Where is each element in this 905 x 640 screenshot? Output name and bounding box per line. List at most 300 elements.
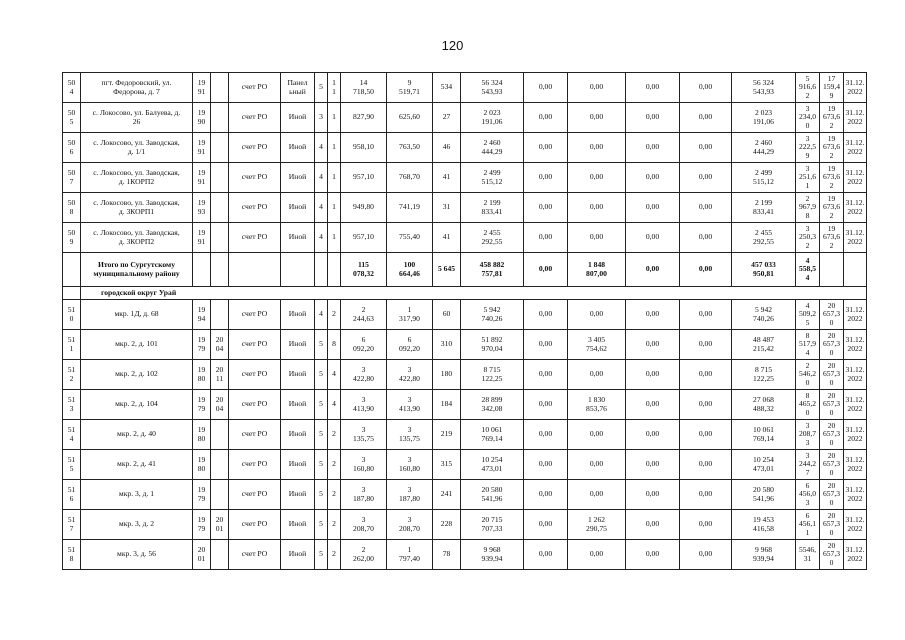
cell-unit-cost-limit: 19 673,6 2 [820, 103, 844, 133]
cell-cost-col4: 0,00 [626, 163, 680, 193]
cell-deadline: 31.12. 2022 [844, 480, 867, 510]
cell-floors: 3 [315, 103, 328, 133]
table-row [63, 133, 867, 163]
cell-wall-material: Иной [281, 223, 315, 253]
cell-wall-material: Иной [281, 300, 315, 330]
cell-fund-account: счет РО [229, 540, 281, 570]
cell-row-number: 50 8 [63, 193, 81, 223]
cell-floors: 5 [315, 450, 328, 480]
cell-unit-cost: 3 251,6 1 [796, 163, 820, 193]
cell-year-renovated [211, 193, 229, 223]
cell-row-number: 51 1 [63, 330, 81, 360]
cell-cost-col2: 0,00 [524, 360, 568, 390]
cell-year-built: 19 91 [193, 163, 211, 193]
cell-residents: 60 [433, 300, 461, 330]
cell-deadline: 31.12. 2022 [844, 420, 867, 450]
cell-cost-col5: 0,00 [680, 540, 732, 570]
cell-entrances: 1 [328, 223, 341, 253]
cell-floors: 5 [315, 510, 328, 540]
cell-cost-col3: 0,00 [568, 420, 626, 450]
cell-area-living: 625,60 [387, 103, 433, 133]
cell-year-renovated [211, 163, 229, 193]
cell-cost-col2: 0,00 [524, 163, 568, 193]
cell-year-renovated [211, 420, 229, 450]
cell-cost-total: 10 254 473,01 [461, 450, 524, 480]
cell-cost-total: 2 455 292,55 [461, 223, 524, 253]
total-cost-col5: 0,00 [680, 253, 732, 287]
cell-unit-cost: 8 465,2 0 [796, 390, 820, 420]
cell-cost-owners: 5 942 740,26 [732, 300, 796, 330]
cell-unit-cost-limit: 19 673,6 2 [820, 193, 844, 223]
cell-cost-col2: 0,00 [524, 540, 568, 570]
rows-group-b [63, 300, 867, 570]
cell-area-living: 1 797,40 [387, 540, 433, 570]
cell-residents: 184 [433, 390, 461, 420]
cell-cost-col4: 0,00 [626, 480, 680, 510]
cell-unit-cost-limit: 19 673,6 2 [820, 223, 844, 253]
cell-cost-col4: 0,00 [626, 193, 680, 223]
cell-cost-col4: 0,00 [626, 133, 680, 163]
cell-deadline: 31.12. 2022 [844, 360, 867, 390]
cell-year-renovated [211, 450, 229, 480]
cell-unit-cost: 2 967,9 8 [796, 193, 820, 223]
cell-cost-col3: 0,00 [568, 223, 626, 253]
cell-area-living: 6 092,20 [387, 330, 433, 360]
cell-wall-material: Иной [281, 510, 315, 540]
cell-cost-col5: 0,00 [680, 450, 732, 480]
total-cost-col2: 0,00 [524, 253, 568, 287]
cell-row-number: 51 5 [63, 450, 81, 480]
cell-residents: 41 [433, 163, 461, 193]
table-row [63, 390, 867, 420]
cell-cost-col4: 0,00 [626, 360, 680, 390]
cell-cost-owners: 19 453 416,58 [732, 510, 796, 540]
cell-area-total: 14 718,50 [341, 73, 387, 103]
cell-residents: 315 [433, 450, 461, 480]
cell-residents: 46 [433, 133, 461, 163]
cell-year-renovated [211, 300, 229, 330]
cell-cost-col3: 0,00 [568, 450, 626, 480]
cell-area-living: 741,19 [387, 193, 433, 223]
table-row [63, 300, 867, 330]
cell-address: мкр. 3, д. 2 [81, 510, 193, 540]
cell-deadline: 31.12. 2022 [844, 103, 867, 133]
table-row [63, 193, 867, 223]
cell-unit-cost-limit: 20 657,3 0 [820, 450, 844, 480]
cell-floors: 5 [315, 390, 328, 420]
cell-row-number: 50 4 [63, 73, 81, 103]
cell-unit-cost-limit: 20 657,3 0 [820, 510, 844, 540]
table-row [63, 73, 867, 103]
cell-cost-owners: 2 499 515,12 [732, 163, 796, 193]
cell-cost-col4: 0,00 [626, 223, 680, 253]
cell-address: мкр. 3, д. 56 [81, 540, 193, 570]
cell-area-living: 768,70 [387, 163, 433, 193]
cell-deadline: 31.12. 2022 [844, 163, 867, 193]
cell-residents: 310 [433, 330, 461, 360]
cell-area-total: 949,80 [341, 193, 387, 223]
cell-cost-total: 9 968 939,94 [461, 540, 524, 570]
cell-entrances: 4 [328, 390, 341, 420]
cell-entrances: 2 [328, 510, 341, 540]
cell-cost-total: 2 199 833,41 [461, 193, 524, 223]
cell-unit-cost-limit: 20 657,3 0 [820, 300, 844, 330]
cell-row-number: 51 3 [63, 390, 81, 420]
cell-deadline: 31.12. 2022 [844, 450, 867, 480]
cell-area-living: 763,50 [387, 133, 433, 163]
cell-entrances: 2 [328, 300, 341, 330]
cell-residents: 219 [433, 420, 461, 450]
section-title: городской округ Урай [81, 287, 867, 300]
cell-cost-owners: 2 199 833,41 [732, 193, 796, 223]
cell-residents: 27 [433, 103, 461, 133]
cell-unit-cost: 8 517,9 4 [796, 330, 820, 360]
cell-cost-col3: 1 830 853,76 [568, 390, 626, 420]
cell-wall-material: Панел ьный [281, 73, 315, 103]
cell-area-total: 3 187,80 [341, 480, 387, 510]
cell-cost-col5: 0,00 [680, 133, 732, 163]
table-row [63, 450, 867, 480]
cell-unit-cost: 5 916,6 2 [796, 73, 820, 103]
cell-fund-account: счет РО [229, 223, 281, 253]
cell-floors: 5 [315, 360, 328, 390]
cell-cost-total: 2 023 191,06 [461, 103, 524, 133]
cell-year-renovated [211, 480, 229, 510]
cell-area-total: 957,10 [341, 223, 387, 253]
cell-cost-col4: 0,00 [626, 450, 680, 480]
cell-year-renovated [211, 540, 229, 570]
cell-area-living: 9 519,71 [387, 73, 433, 103]
cell-deadline: 31.12. 2022 [844, 223, 867, 253]
cell-year-built: 19 91 [193, 73, 211, 103]
cell-area-living: 3 413,90 [387, 390, 433, 420]
table-row [63, 510, 867, 540]
cell-unit-cost: 2 546,2 0 [796, 360, 820, 390]
cell-cost-owners: 2 455 292,55 [732, 223, 796, 253]
cell-cost-owners: 20 580 541,96 [732, 480, 796, 510]
cell-cost-owners: 10 061 769,14 [732, 420, 796, 450]
cell-cost-col2: 0,00 [524, 223, 568, 253]
cell-cost-total: 51 892 970,04 [461, 330, 524, 360]
cell-area-living: 1 317,90 [387, 300, 433, 330]
cell-cost-col3: 0,00 [568, 133, 626, 163]
cell-year-built: 19 93 [193, 193, 211, 223]
cell-cost-total: 10 061 769,14 [461, 420, 524, 450]
cell-area-total: 2 244,63 [341, 300, 387, 330]
cell-area-total: 3 160,80 [341, 450, 387, 480]
cell-row-number: 51 6 [63, 480, 81, 510]
cell-cost-col3: 0,00 [568, 103, 626, 133]
cell-cost-col2: 0,00 [524, 133, 568, 163]
cell-floors: 4 [315, 133, 328, 163]
cell-unit-cost: 5546, 31 [796, 540, 820, 570]
cell-deadline: 31.12. 2022 [844, 510, 867, 540]
cell-entrances: 1 [328, 133, 341, 163]
cell-unit-cost-limit: 20 657,3 0 [820, 480, 844, 510]
cell-entrances: 1 [328, 163, 341, 193]
cell-area-living: 3 208,70 [387, 510, 433, 540]
cell-cost-col4: 0,00 [626, 103, 680, 133]
cell-cost-col2: 0,00 [524, 330, 568, 360]
total-cost-owners: 457 033 950,81 [732, 253, 796, 287]
table-row [63, 360, 867, 390]
cell-residents: 78 [433, 540, 461, 570]
cell-year-built: 19 94 [193, 300, 211, 330]
cell-wall-material: Иной [281, 420, 315, 450]
cell-cost-col5: 0,00 [680, 223, 732, 253]
cell-cost-total: 56 324 543,93 [461, 73, 524, 103]
cell-deadline: 31.12. 2022 [844, 330, 867, 360]
total-area-living: 100 664,46 [387, 253, 433, 287]
rows-group-a [63, 73, 867, 253]
cell-entrances: 1 [328, 103, 341, 133]
cell-cost-col4: 0,00 [626, 540, 680, 570]
cell-area-living: 3 135,75 [387, 420, 433, 450]
cell-row-number: 51 2 [63, 360, 81, 390]
cell-wall-material: Иной [281, 360, 315, 390]
cell-year-built: 19 79 [193, 510, 211, 540]
cell-unit-cost-limit: 20 657,3 0 [820, 360, 844, 390]
cell-fund-account: счет РО [229, 390, 281, 420]
cell-row-number: 51 0 [63, 300, 81, 330]
cell-unit-cost: 3 222,5 9 [796, 133, 820, 163]
total-cell-n [63, 253, 81, 287]
cell-year-built: 19 91 [193, 223, 211, 253]
cell-address: с. Локосово, ул. Балуева, д. 26 [81, 103, 193, 133]
page-number: 120 [441, 38, 464, 53]
cell-fund-account: счет РО [229, 193, 281, 223]
cell-cost-col5: 0,00 [680, 390, 732, 420]
cell-address: мкр. 2, д. 41 [81, 450, 193, 480]
cell-entrances: 2 [328, 450, 341, 480]
cell-cost-col2: 0,00 [524, 103, 568, 133]
cell-year-built: 19 91 [193, 133, 211, 163]
cell-residents: 41 [433, 223, 461, 253]
cell-year-renovated: 20 04 [211, 390, 229, 420]
cell-year-built: 20 01 [193, 540, 211, 570]
cell-row-number: 51 8 [63, 540, 81, 570]
cell-floors: 4 [315, 163, 328, 193]
cell-area-total: 958,10 [341, 133, 387, 163]
cell-year-built: 19 79 [193, 390, 211, 420]
cell-year-renovated: 20 04 [211, 330, 229, 360]
cell-address: мкр. 3, д. 1 [81, 480, 193, 510]
cell-cost-col4: 0,00 [626, 510, 680, 540]
cell-area-living: 3 422,80 [387, 360, 433, 390]
cell-cost-col3: 0,00 [568, 300, 626, 330]
cell-fund-account: счет РО [229, 360, 281, 390]
cell-address: мкр. 2, д. 101 [81, 330, 193, 360]
cell-cost-col5: 0,00 [680, 73, 732, 103]
cell-cost-col3: 0,00 [568, 163, 626, 193]
cell-cost-col5: 0,00 [680, 193, 732, 223]
total-area-total: 115 078,32 [341, 253, 387, 287]
cell-area-living: 3 187,80 [387, 480, 433, 510]
cell-cost-total: 8 715 122,25 [461, 360, 524, 390]
cell-floors: 4 [315, 193, 328, 223]
total-label: Итого по Сургутскому муниципальному району [81, 253, 193, 287]
cell-unit-cost-limit: 20 657,3 0 [820, 330, 844, 360]
cell-fund-account: счет РО [229, 163, 281, 193]
cell-unit-cost: 3 250,3 2 [796, 223, 820, 253]
cell-unit-cost-limit: 20 657,3 0 [820, 540, 844, 570]
cell-cost-total: 28 899 342,08 [461, 390, 524, 420]
cell-area-total: 6 092,20 [341, 330, 387, 360]
cell-cost-owners: 2 460 444,29 [732, 133, 796, 163]
cell-cost-col5: 0,00 [680, 300, 732, 330]
cell-cost-col3: 3 405 754,62 [568, 330, 626, 360]
cell-cost-col2: 0,00 [524, 390, 568, 420]
cell-year-built: 19 79 [193, 480, 211, 510]
table-row [63, 103, 867, 133]
cell-deadline: 31.12. 2022 [844, 390, 867, 420]
cell-cost-col5: 0,00 [680, 330, 732, 360]
cell-row-number: 51 4 [63, 420, 81, 450]
cell-wall-material: Иной [281, 133, 315, 163]
cell-address: мкр. 2, д. 104 [81, 390, 193, 420]
cell-entrances: 1 1 [328, 73, 341, 103]
cell-address: мкр. 1Д, д. 68 [81, 300, 193, 330]
cell-address: пгт. Федоровский, ул. Федорова, д. 7 [81, 73, 193, 103]
cell-wall-material: Иной [281, 163, 315, 193]
cell-fund-account: счет РО [229, 103, 281, 133]
total-row [63, 253, 867, 287]
cell-unit-cost-limit: 17 159,4 9 [820, 73, 844, 103]
cell-year-built: 19 90 [193, 103, 211, 133]
cell-area-total: 2 262,00 [341, 540, 387, 570]
cell-cost-owners: 10 254 473,01 [732, 450, 796, 480]
cell-deadline: 31.12. 2022 [844, 73, 867, 103]
table-row [63, 540, 867, 570]
cell-cost-total: 20 715 707,33 [461, 510, 524, 540]
cell-entrances: 1 [328, 193, 341, 223]
cell-floors: 5 [315, 480, 328, 510]
total-cost-col4: 0,00 [626, 253, 680, 287]
cell-cost-col2: 0,00 [524, 73, 568, 103]
cell-year-renovated [211, 133, 229, 163]
cell-area-total: 3 413,90 [341, 390, 387, 420]
cell-address: мкр. 2, д. 102 [81, 360, 193, 390]
total-residents: 5 645 [433, 253, 461, 287]
table-row [63, 330, 867, 360]
cell-area-living: 3 160,80 [387, 450, 433, 480]
cell-fund-account: счет РО [229, 133, 281, 163]
cell-cost-col3: 0,00 [568, 540, 626, 570]
cell-row-number: 50 9 [63, 223, 81, 253]
total-cost-col3: 1 848 807,00 [568, 253, 626, 287]
cell-row-number: 51 7 [63, 510, 81, 540]
cell-fund-account: счет РО [229, 330, 281, 360]
cell-floors: 5 [315, 420, 328, 450]
cell-fund-account: счет РО [229, 300, 281, 330]
cell-cost-col4: 0,00 [626, 330, 680, 360]
register-table [62, 72, 867, 570]
cell-cost-owners: 8 715 122,25 [732, 360, 796, 390]
cell-entrances: 2 [328, 480, 341, 510]
cell-deadline: 31.12. 2022 [844, 300, 867, 330]
cell-year-renovated: 20 01 [211, 510, 229, 540]
total-unit-cost: 4 558,5 4 [796, 253, 820, 287]
cell-fund-account: счет РО [229, 73, 281, 103]
cell-cost-owners: 56 324 543,93 [732, 73, 796, 103]
cell-deadline: 31.12. 2022 [844, 540, 867, 570]
cell-wall-material: Иной [281, 103, 315, 133]
cell-unit-cost: 4 509,2 5 [796, 300, 820, 330]
cell-fund-account: счет РО [229, 450, 281, 480]
cell-cost-col4: 0,00 [626, 73, 680, 103]
cell-year-renovated [211, 73, 229, 103]
cell-cost-col5: 0,00 [680, 163, 732, 193]
cell-floors: 4 [315, 223, 328, 253]
table-row [63, 163, 867, 193]
cell-year-built: 19 80 [193, 420, 211, 450]
cell-wall-material: Иной [281, 193, 315, 223]
cell-row-number: 50 6 [63, 133, 81, 163]
cell-cost-total: 2 460 444,29 [461, 133, 524, 163]
cell-cost-owners: 27 068 488,32 [732, 390, 796, 420]
cell-year-built: 19 79 [193, 330, 211, 360]
cell-cost-col3: 0,00 [568, 193, 626, 223]
cell-year-built: 19 80 [193, 450, 211, 480]
cell-cost-col2: 0,00 [524, 510, 568, 540]
cell-entrances: 4 [328, 360, 341, 390]
cell-deadline: 31.12. 2022 [844, 193, 867, 223]
cell-cost-col3: 0,00 [568, 360, 626, 390]
cell-year-renovated [211, 103, 229, 133]
cell-cost-col4: 0,00 [626, 300, 680, 330]
cell-row-number: 50 5 [63, 103, 81, 133]
cell-unit-cost-limit: 20 657,3 0 [820, 420, 844, 450]
cell-address: с. Локосово, ул. Заводская, д. 3КОРП1 [81, 193, 193, 223]
cell-cost-total: 20 580 541,96 [461, 480, 524, 510]
cell-floors: 5 [315, 73, 328, 103]
cell-cost-owners: 2 023 191,06 [732, 103, 796, 133]
cell-residents: 228 [433, 510, 461, 540]
cell-floors: 5 [315, 330, 328, 360]
cell-area-total: 957,10 [341, 163, 387, 193]
table-row [63, 480, 867, 510]
cell-cost-total: 2 499 515,12 [461, 163, 524, 193]
cell-residents: 534 [433, 73, 461, 103]
cell-cost-col2: 0,00 [524, 420, 568, 450]
cell-unit-cost-limit: 20 657,3 0 [820, 390, 844, 420]
cell-cost-col2: 0,00 [524, 480, 568, 510]
cell-wall-material: Иной [281, 330, 315, 360]
cell-cost-col3: 1 262 290,75 [568, 510, 626, 540]
cell-fund-account: счет РО [229, 480, 281, 510]
cell-cost-col3: 0,00 [568, 73, 626, 103]
cell-unit-cost: 3 244,2 7 [796, 450, 820, 480]
cell-cost-col2: 0,00 [524, 450, 568, 480]
cell-floors: 4 [315, 300, 328, 330]
cell-cost-col5: 0,00 [680, 420, 732, 450]
table-row [63, 223, 867, 253]
cell-wall-material: Иной [281, 540, 315, 570]
cell-unit-cost-limit: 19 673,6 2 [820, 133, 844, 163]
cell-unit-cost: 3 234,0 0 [796, 103, 820, 133]
cell-fund-account: счет РО [229, 420, 281, 450]
cell-cost-col5: 0,00 [680, 360, 732, 390]
total-cost-total: 458 882 757,81 [461, 253, 524, 287]
cell-unit-cost: 6 456,1 1 [796, 510, 820, 540]
cell-unit-cost: 6 456,0 3 [796, 480, 820, 510]
cell-cost-owners: 9 968 939,94 [732, 540, 796, 570]
section-row [63, 287, 867, 300]
cell-cost-col5: 0,00 [680, 103, 732, 133]
cell-cost-col5: 0,00 [680, 480, 732, 510]
cell-area-total: 827,90 [341, 103, 387, 133]
cell-cost-col3: 0,00 [568, 480, 626, 510]
